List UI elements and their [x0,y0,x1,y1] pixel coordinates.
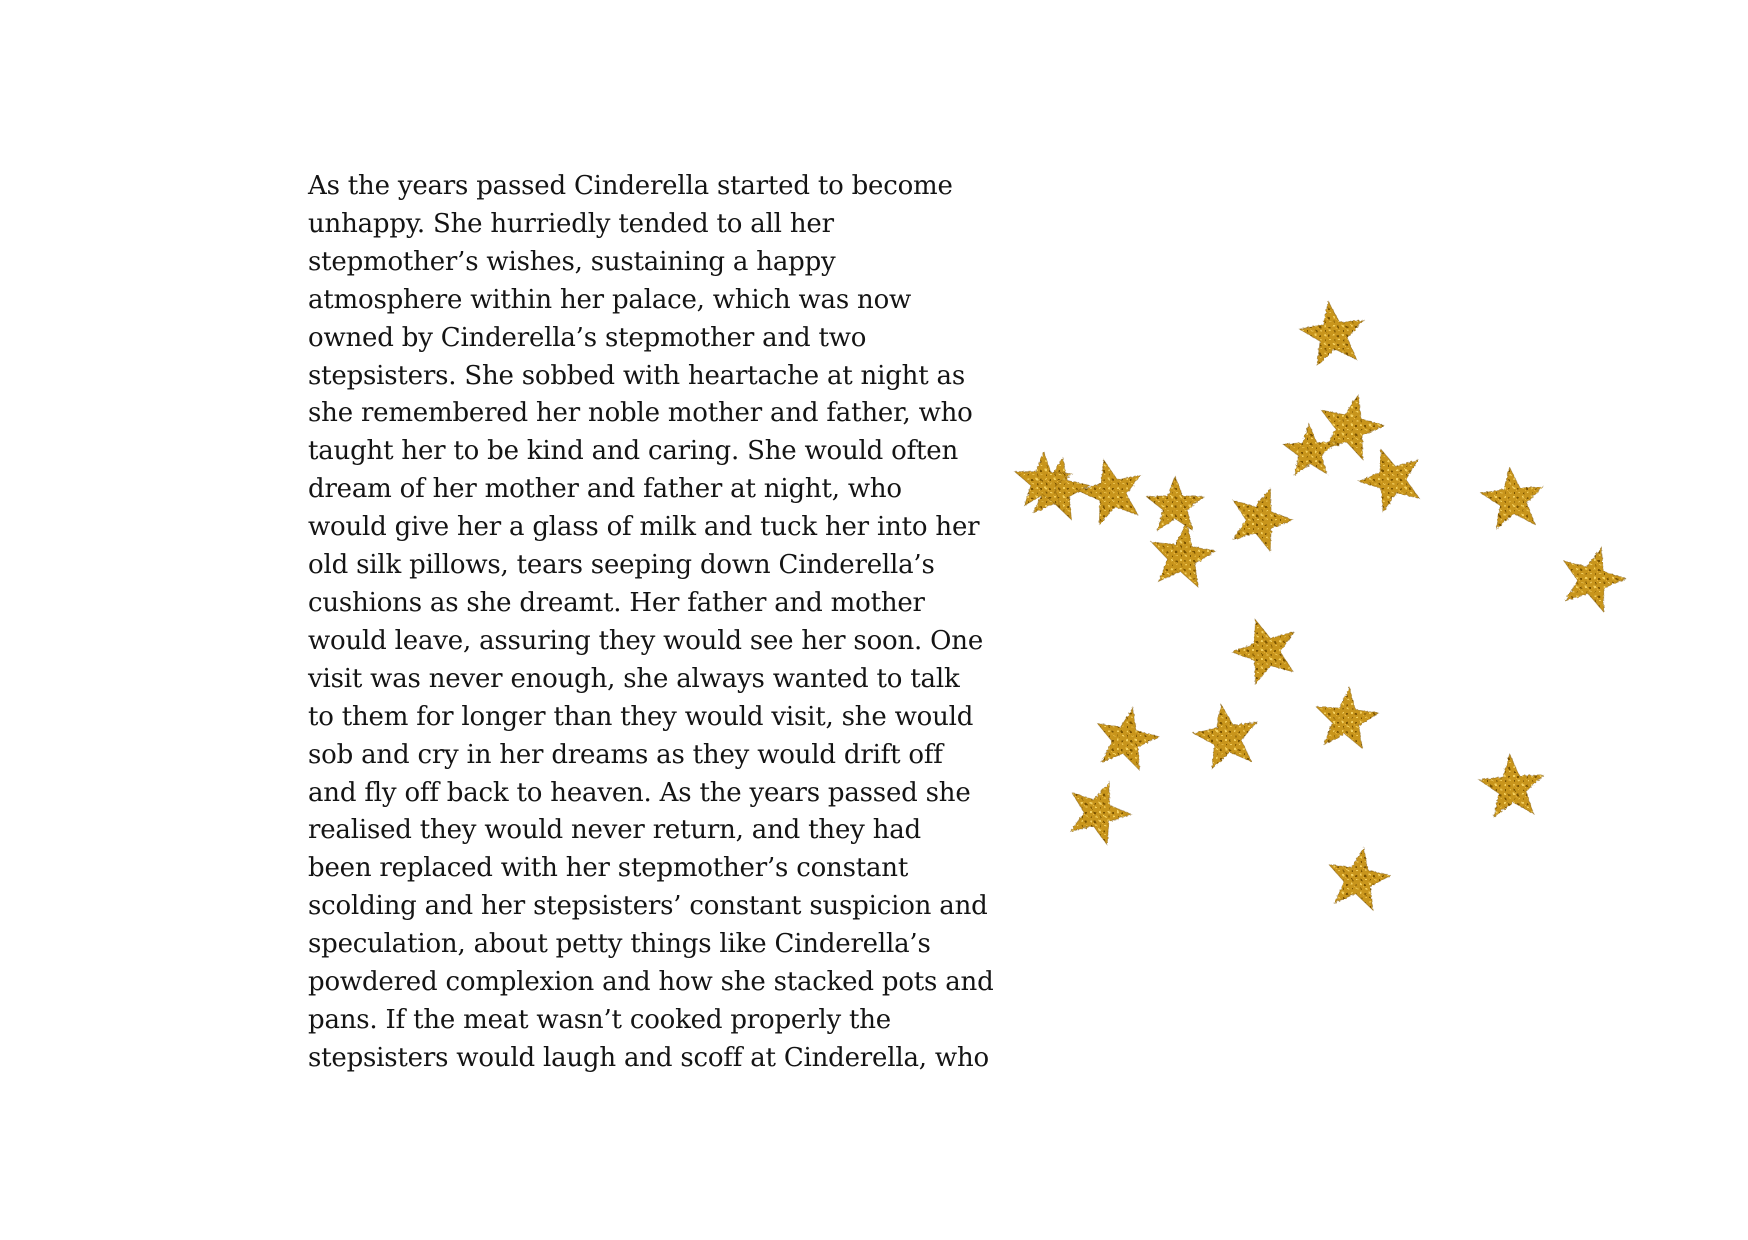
story-line: been replaced with her stepmother’s constant [308,853,909,884]
gold-glitter-star-icon [1078,460,1141,525]
story-line: owned by Cinderella’s stepmother and two [308,322,867,353]
story-line: speculation, about petty things like Cinderella’s [308,929,931,960]
gold-glitter-star-icon [1028,458,1090,520]
story-line: sob and cry in her dreams as they would drift off [308,739,943,770]
story-line: atmosphere within her palace, which was now [308,284,912,315]
story-line: visit was never enough, she always wanted to talk [308,663,960,694]
story-line: would give her a glass of milk and tuck her into her [308,512,980,543]
story-line: stepsisters would laugh and scoff at Cinderella, who [308,1042,989,1073]
story-line: to them for longer than they would visit, she would [308,701,974,732]
story-paragraph [308,168,1008,1078]
gold-glitter-star-icon [1300,301,1364,365]
story-line: would leave, assuring they would see her soon. One [308,625,984,656]
story-line: powdered complexion and how she stacked pots and [308,967,994,998]
story-line: cushions as she dreamt. Her father and mother [308,587,925,618]
story-line: dream of her mother and father at night, who [308,474,902,505]
gold-glitter-star-icon [1071,782,1131,845]
story-line: scolding and her stepsisters’ constant suspicion and [308,891,988,922]
story-line: realised they would never return, and they had [308,815,921,846]
gold-glitter-star-icon [1564,547,1626,612]
gold-glitter-star-icon [1015,452,1072,507]
story-line: As the years passed Cinderella started to become [308,171,953,201]
story-line: unhappy. She hurriedly tended to all her [308,208,834,239]
story-line: and fly off back to heaven. As the years passed she [308,777,971,808]
gold-glitter-star-icon [1359,449,1419,512]
story-line: taught her to be kind and caring. She would often [308,436,959,467]
gold-glitter-star-icon [1321,395,1384,460]
gold-glitter-star-icon [1481,467,1543,528]
gold-glitter-star-icon [1233,489,1293,552]
gold-glitter-star-icon [1283,424,1336,475]
story-line: stepsisters. She sobbed with heartache at night as [308,360,965,391]
gold-glitter-star-icon [1147,476,1204,530]
gold-glitter-star-icon [1329,848,1391,910]
gold-glitter-star-icon [1097,708,1158,770]
gold-glitter-star-icon [1232,620,1294,685]
story-line: stepmother’s wishes, sustaining a happy [308,246,836,277]
gold-glitter-star-icon [1151,523,1215,587]
story-line: old silk pillows, tears seeping down Cinderella’s [308,550,935,581]
story-line: she remembered her noble mother and father, who [308,398,973,429]
gold-glitter-star-icon [1479,754,1544,817]
story-line: pans. If the meat wasn’t cooked properly the [308,1004,891,1035]
gold-glitter-star-icon [1316,687,1378,748]
gold-glitter-star-icon [1193,705,1257,769]
